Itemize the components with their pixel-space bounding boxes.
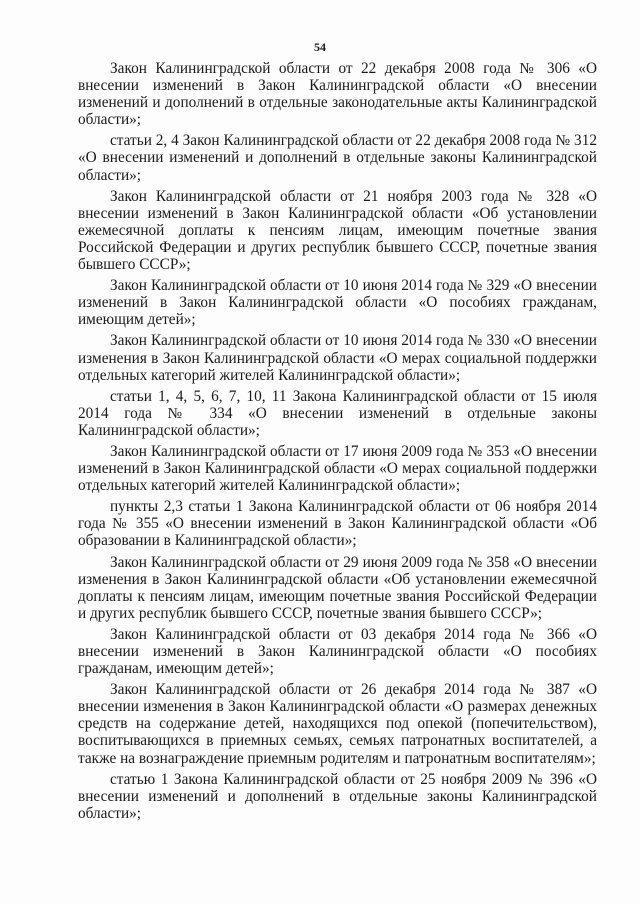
- law-list-item: Закон Калининградской области от 29 июня 2009 года № 358 «О внесении изменения в Закон Калининградской области «Об установлении ежемесячной доплаты к пенсиям лицам, имеющим почетные звания Российской Федерации и других республик бывшего СССР, почетные звания бывшего СССР»;: [78, 553, 597, 622]
- law-list-item: статьи 1, 4, 5, 6, 7, 10, 11 Закона Калининградской области от 15 июля 2014 года № 334 «О внесении изменений в отдельные законы Калининградской области»;: [78, 387, 597, 439]
- law-list-item: Закон Калининградской области от 03 декабря 2014 года № 366 «О внесении изменений в Закон Калининградской области «О пособиях гражданам, имеющим детей»;: [78, 625, 597, 678]
- law-list-item: Закон Калининградской области от 21 ноября 2003 года № 328 «О внесении изменений в Закон Калининградской области «Об установлении ежемесячной доплаты к пенсиям лицам, имеющим почетные звания Российской Федерации и других республик бывшего СССР, почетные звания бывшего СССР»;: [78, 187, 597, 274]
- law-list-item: Закон Калининградской области от 10 июня 2014 года № 330 «О внесении изменения в Закон Калининградской области «О мерах социальной поддержки отдельных категорий жителей Калининградской области»;: [78, 332, 597, 384]
- document-body: [78, 60, 597, 826]
- law-list-item: статью 1 Закона Калининградской области от 25 ноября 2009 № 396 «О внесении изменений и дополнений в отдельные законы Калининградской области»;: [78, 770, 597, 822]
- law-list-item: Закон Калининградской области от 26 декабря 2014 года № 387 «О внесении изменения в Закон Калининградской области «О размерах денежных средств на содержание детей, находящихся под опекой (попечительством), воспитывающихся в приемных семьях, семьях патронатных воспитателей, а также на вознаграждение приемным родителям и патронатным воспитателям»;: [78, 681, 597, 767]
- law-list-item: статьи 2, 4 Закон Калининградской области от 22 декабря 2008 года № 312 «О внесении изменений и дополнений в отдельные законы Калининградской области»;: [78, 132, 597, 184]
- law-list-item: Закон Калининградской области от 22 декабря 2008 года № 306 «О внесении изменений в Закон Калининградской области «О внесении изменений и дополнений в отдельные законодательные акты Калининградской области»;: [78, 60, 597, 129]
- page-number: 54: [314, 40, 326, 54]
- law-list-item: пункты 2,3 статьи 1 Закона Калининградской области от 06 ноября 2014 года № 355 «О внесении изменений в Закон Калининградской области «Об образовании в Калининградской области»;: [78, 498, 597, 550]
- law-list-item: Закон Калининградской области от 10 июня 2014 года № 329 «О внесении изменений в Закон Калининградской области «О пособиях гражданам, имеющим детей»;: [78, 277, 597, 329]
- law-list-item: Закон Калининградской области от 17 июня 2009 года № 353 «О внесении изменений в Закон Калининградской области «О мерах социальной поддержки отдельных категорий жителей Калининградской области»;: [78, 442, 597, 495]
